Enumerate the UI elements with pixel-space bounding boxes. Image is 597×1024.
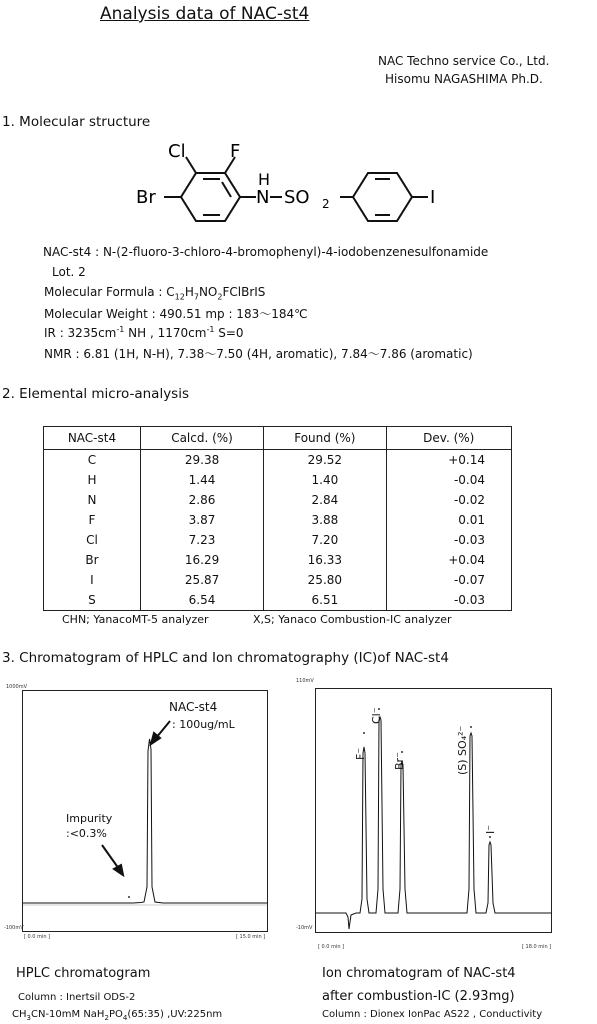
element-cell: H	[44, 470, 141, 490]
calcd-cell: 1.44	[140, 470, 263, 490]
section-2-heading: 2. Elemental micro-analysis	[2, 386, 189, 402]
so2-subscript: 2	[322, 197, 330, 211]
hplc-x-start-label: [ 0.0 min ]	[24, 934, 51, 940]
calcd-cell: 29.38	[140, 450, 263, 471]
ic-column-info: Column : Dionex IonPac AS22 , Conductivity	[322, 1009, 543, 1020]
calcd-cell: 25.87	[140, 570, 263, 590]
company-name: NAC Techno service Co., Ltd.	[378, 54, 550, 68]
ic-peak-label-so4: (S) SO₄²⁻	[456, 725, 469, 775]
section-1-heading: 1. Molecular structure	[2, 114, 151, 130]
ic-peak-label-i: I⁻	[484, 824, 497, 834]
element-cell: Cl	[44, 530, 141, 550]
molecular-formula: Molecular Formula : $C_{12}H_7NO_2FClBrIS$	[44, 285, 266, 302]
ic-caption: Ion chromatogram of NAC-st4	[322, 966, 516, 981]
dev-cell: +0.04	[386, 550, 511, 570]
ic-x-start-label: [ 0.0 min ]	[318, 944, 345, 950]
element-cell: C	[44, 450, 141, 471]
section-3-heading: 3. Chromatogram of HPLC and Ion chromatography (IC)of NAC-st4	[2, 650, 449, 666]
lot-number: Lot. 2	[52, 265, 86, 279]
element-cell: F	[44, 510, 141, 530]
compound-name: NAC-st4 : N-(2-fluoro-3-chloro-4-bromophenyl)-4-iodobenzenesulfonamide	[43, 245, 489, 259]
found-cell: 29.52	[264, 450, 386, 471]
dev-cell: -0.03	[386, 530, 511, 550]
column-header: Calcd. (%)	[140, 427, 263, 450]
so2-label: SO	[284, 187, 310, 208]
impurity-label: Impurity	[66, 812, 113, 825]
found-cell: 25.80	[264, 570, 386, 590]
calcd-cell: 16.29	[140, 550, 263, 570]
element-cell: S	[44, 590, 141, 611]
dev-cell: -0.02	[386, 490, 511, 510]
nmr-data: NMR : 6.81 (1H, N-H), 7.38～7.50 (4H, aromatic), 7.84～7.86 (aromatic)	[44, 347, 473, 361]
dev-cell: 0.01	[386, 510, 511, 530]
hplc-caption: HPLC chromatogram	[16, 966, 151, 981]
calcd-cell: 7.23	[140, 530, 263, 550]
i-label: I	[430, 187, 436, 208]
br-label: Br	[136, 187, 156, 208]
element-cell: N	[44, 490, 141, 510]
dev-cell: -0.03	[386, 590, 511, 611]
ic-peak-label-br: Br⁻	[393, 752, 406, 770]
column-header: NAC-st4	[44, 427, 141, 450]
ic-y-bottom-label: -10mV	[296, 925, 313, 931]
ic-chromatogram-plot	[316, 689, 551, 932]
page-title: Analysis data of NAC-st4	[100, 4, 310, 24]
analyzer-note-chn: CHN; YanacoMT-5 analyzer	[62, 613, 209, 626]
hplc-peak-label: NAC-st4	[169, 700, 218, 714]
hplc-peak-concentration: : 100ug/mL	[172, 718, 235, 731]
column-header: Dev. (%)	[386, 427, 511, 450]
cl-label: Cl	[168, 141, 186, 162]
ir-data: IR : $3235cm^{-1}$ NH , $1170cm^{-1}$ S=0	[44, 325, 244, 340]
found-cell: 7.20	[264, 530, 386, 550]
column-header: Found (%)	[264, 427, 386, 450]
ic-caption-sub: after combustion-IC (2.93mg)	[322, 989, 515, 1004]
hplc-column-info: Column : Inertsil ODS-2	[18, 992, 136, 1003]
h-label: H	[258, 170, 271, 189]
hplc-conditions: $CH_3CN-10mM$ $NaH_2PO_4(65:35)$ ,UV:225nm	[12, 1009, 223, 1022]
impurity-value: :<0.3%	[66, 827, 107, 840]
hplc-y-bottom-label: -100mV	[4, 925, 24, 931]
ic-chromatogram-frame	[315, 688, 552, 933]
element-cell: I	[44, 570, 141, 590]
found-cell: 1.40	[264, 470, 386, 490]
calcd-cell: 3.87	[140, 510, 263, 530]
found-cell: 3.88	[264, 510, 386, 530]
analyzer-note-xs: X,S; Yanaco Combustion-IC analyzer	[253, 613, 452, 626]
ic-y-top-label: 110mV	[296, 678, 314, 684]
ic-peak-label-f: F⁻	[354, 747, 367, 760]
dev-cell: +0.14	[386, 450, 511, 471]
ic-x-end-label: [ 18.0 min ]	[522, 944, 552, 950]
molecular-weight: Molecular Weight : 490.51 mp : 183～184℃	[44, 307, 308, 321]
calcd-cell: 2.86	[140, 490, 263, 510]
dev-cell: -0.04	[386, 470, 511, 490]
found-cell: 16.33	[264, 550, 386, 570]
found-cell: 2.84	[264, 490, 386, 510]
ic-peak-label-cl: Cl⁻	[370, 707, 383, 724]
f-label: F	[230, 141, 241, 162]
n-label: N	[256, 187, 270, 208]
element-cell: Br	[44, 550, 141, 570]
hplc-x-end-label: [ 15.0 min ]	[236, 934, 266, 940]
calcd-cell: 6.54	[140, 590, 263, 611]
hplc-y-top-label: 1000mV	[6, 684, 28, 690]
found-cell: 6.51	[264, 590, 386, 611]
dev-cell: -0.07	[386, 570, 511, 590]
ic-trace	[316, 717, 551, 929]
author-name: Hisomu NAGASHIMA Ph.D.	[385, 72, 543, 86]
